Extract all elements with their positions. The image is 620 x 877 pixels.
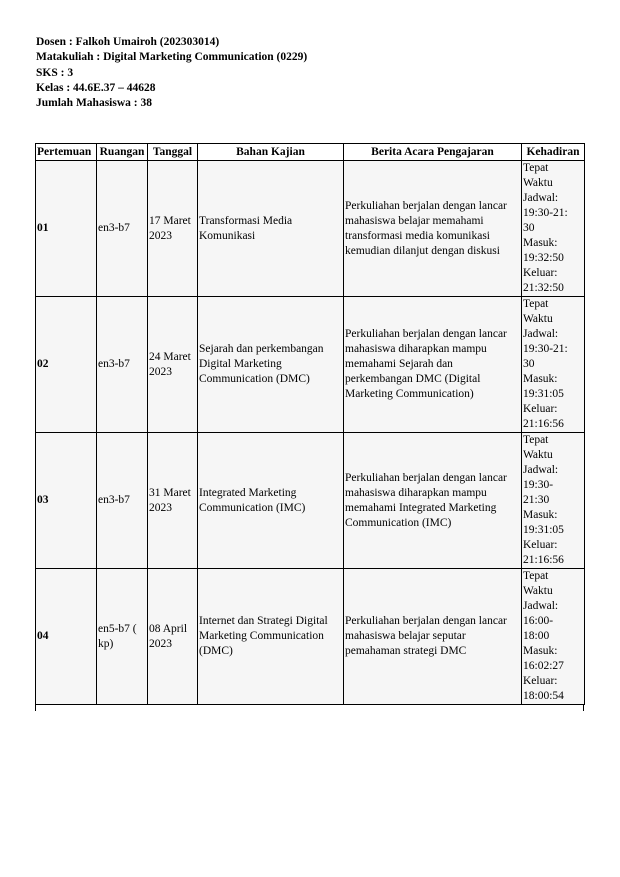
table-row	[36, 569, 585, 705]
document-header	[36, 35, 307, 111]
col-header-bahan-kajian: Bahan Kajian	[198, 144, 344, 161]
attendance-line: Keluar:	[523, 675, 558, 687]
table-row	[36, 433, 585, 569]
attendance-line: 16:00-	[523, 615, 554, 627]
cell-ruangan: en5-b7 ( kp)	[97, 569, 148, 705]
attendance-line: 18:00:54	[523, 690, 564, 702]
student-count-line: Jumlah Mahasiswa : 38	[36, 97, 152, 110]
cell-kehadiran	[522, 161, 585, 297]
attendance-line: Tepat	[523, 434, 549, 446]
lecturer-line: Dosen : Falkoh Umairoh (202303014)	[36, 36, 220, 48]
cell-bahan-kajian: Transformasi Media Komunikasi	[198, 161, 344, 297]
attendance-line: Jadwal:	[523, 464, 559, 476]
cell-pertemuan: 04	[36, 569, 97, 705]
table-continuation	[35, 705, 584, 711]
cell-ruangan: en3-b7	[97, 297, 148, 433]
course-line: Matakuliah : Digital Marketing Communication (0229)	[36, 51, 308, 64]
cell-ruangan: en3-b7	[97, 433, 148, 569]
attendance-line: Tepat	[523, 570, 549, 582]
attendance-line: 19:30-21:	[523, 343, 568, 355]
attendance-line: Waktu	[523, 313, 553, 325]
credits-line: SKS : 3	[36, 66, 74, 79]
cell-pertemuan: 02	[36, 297, 97, 433]
table-header-row	[36, 144, 585, 161]
attendance-line: Masuk:	[523, 373, 558, 385]
attendance-line: Waktu	[523, 449, 553, 461]
cell-bahan-kajian: Sejarah dan perkembangan Digital Marketing Communication (DMC)	[198, 297, 344, 433]
attendance-line: Masuk:	[523, 237, 558, 249]
attendance-line: 19:31:05	[523, 524, 564, 536]
cell-berita-acara: Perkuliahan berjalan dengan lancar mahasiswa belajar seputar pemahaman strategi DMC	[344, 569, 522, 705]
attendance-line: 19:32:50	[523, 252, 564, 264]
attendance-line: 21:30	[523, 494, 550, 506]
cell-pertemuan: 03	[36, 433, 97, 569]
attendance-line: Jadwal:	[523, 328, 559, 340]
cell-berita-acara: Perkuliahan berjalan dengan lancar mahasiswa diharapkan mampu memahami Sejarah dan perkembangan DMC (Digital Marketing Communication)	[344, 297, 522, 433]
cell-kehadiran	[522, 297, 585, 433]
attendance-line: 16:02:27	[523, 660, 564, 672]
attendance-line: 21:16:56	[523, 418, 564, 430]
attendance-line: Jadwal:	[523, 600, 559, 612]
attendance-line: Masuk:	[523, 509, 558, 521]
cell-berita-acara: Perkuliahan berjalan dengan lancar mahasiswa diharapkan mampu memahami Integrated Marketing Communication (IMC)	[344, 433, 522, 569]
attendance-line: Waktu	[523, 585, 553, 597]
teaching-log-table	[35, 143, 585, 705]
attendance-line: Keluar:	[523, 403, 558, 415]
cell-bahan-kajian: Internet dan Strategi Digital Marketing Communication (DMC)	[198, 569, 344, 705]
attendance-line: 30	[523, 358, 535, 370]
col-header-tanggal: Tanggal	[148, 144, 198, 161]
attendance-line: 21:16:56	[523, 554, 564, 566]
col-header-pertemuan: Pertemuan	[36, 144, 97, 161]
attendance-line: Tepat	[523, 298, 549, 310]
attendance-line: 19:31:05	[523, 388, 564, 400]
attendance-line: Keluar:	[523, 539, 558, 551]
attendance-line: 18:00	[523, 630, 550, 642]
cell-tanggal: 24 Maret 2023	[148, 297, 198, 433]
class-line: Kelas : 44.6E.37 – 44628	[36, 81, 156, 94]
cell-tanggal: 17 Maret 2023	[148, 161, 198, 297]
attendance-line: Jadwal:	[523, 192, 559, 204]
attendance-line: Keluar:	[523, 267, 558, 279]
cell-tanggal: 08 April 2023	[148, 569, 198, 705]
cell-bahan-kajian: Integrated Marketing Communication (IMC)	[198, 433, 344, 569]
attendance-line: Masuk:	[523, 645, 558, 657]
attendance-line: 19:30-	[523, 479, 554, 491]
attendance-line: 19:30-21:	[523, 207, 568, 219]
col-header-ruangan: Ruangan	[97, 144, 148, 161]
attendance-line: Tepat	[523, 162, 549, 174]
cell-berita-acara: Perkuliahan berjalan dengan lancar mahasiswa belajar memahami transformasi media komunikasi kemudian dilanjut dengan diskusi	[344, 161, 522, 297]
table-row	[36, 297, 585, 433]
col-header-kehadiran: Kehadiran	[522, 144, 585, 161]
attendance-line: Waktu	[523, 177, 553, 189]
cell-pertemuan: 01	[36, 161, 97, 297]
cell-ruangan: en3-b7	[97, 161, 148, 297]
attendance-line: 21:32:50	[523, 282, 564, 294]
attendance-line: 30	[523, 222, 535, 234]
cell-tanggal: 31 Maret 2023	[148, 433, 198, 569]
cell-kehadiran	[522, 569, 585, 705]
col-header-berita-acara: Berita Acara Pengajaran	[344, 144, 522, 161]
cell-kehadiran	[522, 433, 585, 569]
table-row	[36, 161, 585, 297]
